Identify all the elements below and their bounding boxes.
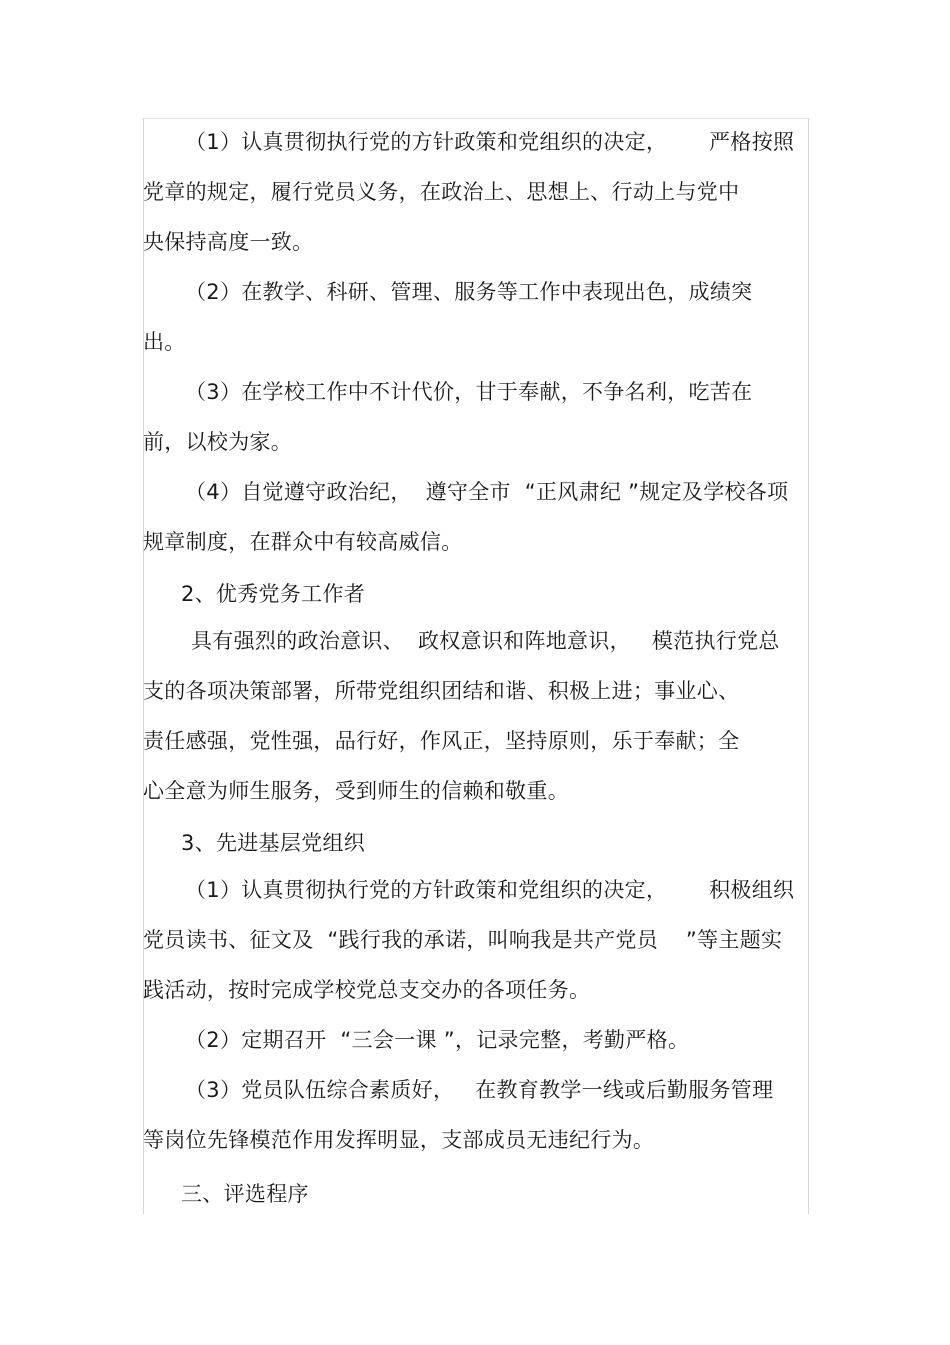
section-heading-2: 2、优秀党务工作者 [181,582,366,606]
clause-1-1-line-3: 央保持高度一致。 [143,230,314,254]
clause-1-4-line-1: （4）自觉遵守政治纪， 遵守全市 “正风肃纪 ”规定及学校各项 [185,480,789,504]
clause-3-3-line-1: （3）党员队伍综合素质好， 在教育教学一线或后勤服务管理 [185,1078,774,1102]
clause-3-2-line-1: （2）定期召开 “三会一课 ”，记录完整，考勤严格。 [185,1028,690,1052]
clause-1-4-line-2: 规章制度，在群众中有较高威信。 [143,530,463,554]
section-2-line-4: 心全意为师生服务，受到师生的信赖和敬重。 [143,779,569,803]
clause-1-1-line-2: 党章的规定，履行党员义务，在政治上、思想上、行动上与党中 [143,180,740,204]
clause-1-3-line-1: （3）在学校工作中不计代价，甘于奉献，不争名利，吃苦在 [185,380,753,404]
clause-3-1-line-1: （1）认真贯彻执行党的方针政策和党组织的决定， 积极组织 [185,878,795,902]
section-2-line-1: 具有强烈的政治意识、 政权意识和阵地意识， 模范执行党总 [191,629,780,653]
clause-3-1-line-3: 践活动，按时完成学校党总支交办的各项任务。 [143,978,591,1002]
clause-3-1-line-2: 党员读书、征文及 “践行我的承诺，叫响我是共产党员 ”等主题实 [143,928,783,952]
clause-1-2-line-1: （2）在教学、科研、管理、服务等工作中表现出色，成绩突 [185,280,753,304]
clause-1-1-line-1: （1）认真贯彻执行党的方针政策和党组织的决定， 严格按照 [185,130,795,154]
clause-1-2-line-2: 出。 [143,330,186,354]
section-2-line-3: 责任感强，党性强，品行好，作风正，坚持原则，乐于奉献；全 [143,729,740,753]
section-heading-3: 3、先进基层党组织 [181,831,366,855]
clause-3-3-line-2: 等岗位先锋模范作用发挥明显，支部成员无违纪行为。 [143,1128,655,1152]
section-2-line-2: 支的各项决策部署，所带党组织团结和谐、积极上进；事业心、 [143,679,740,703]
section-heading-three: 三、评选程序 [181,1182,309,1206]
clause-1-3-line-2: 前，以校为家。 [143,430,293,454]
